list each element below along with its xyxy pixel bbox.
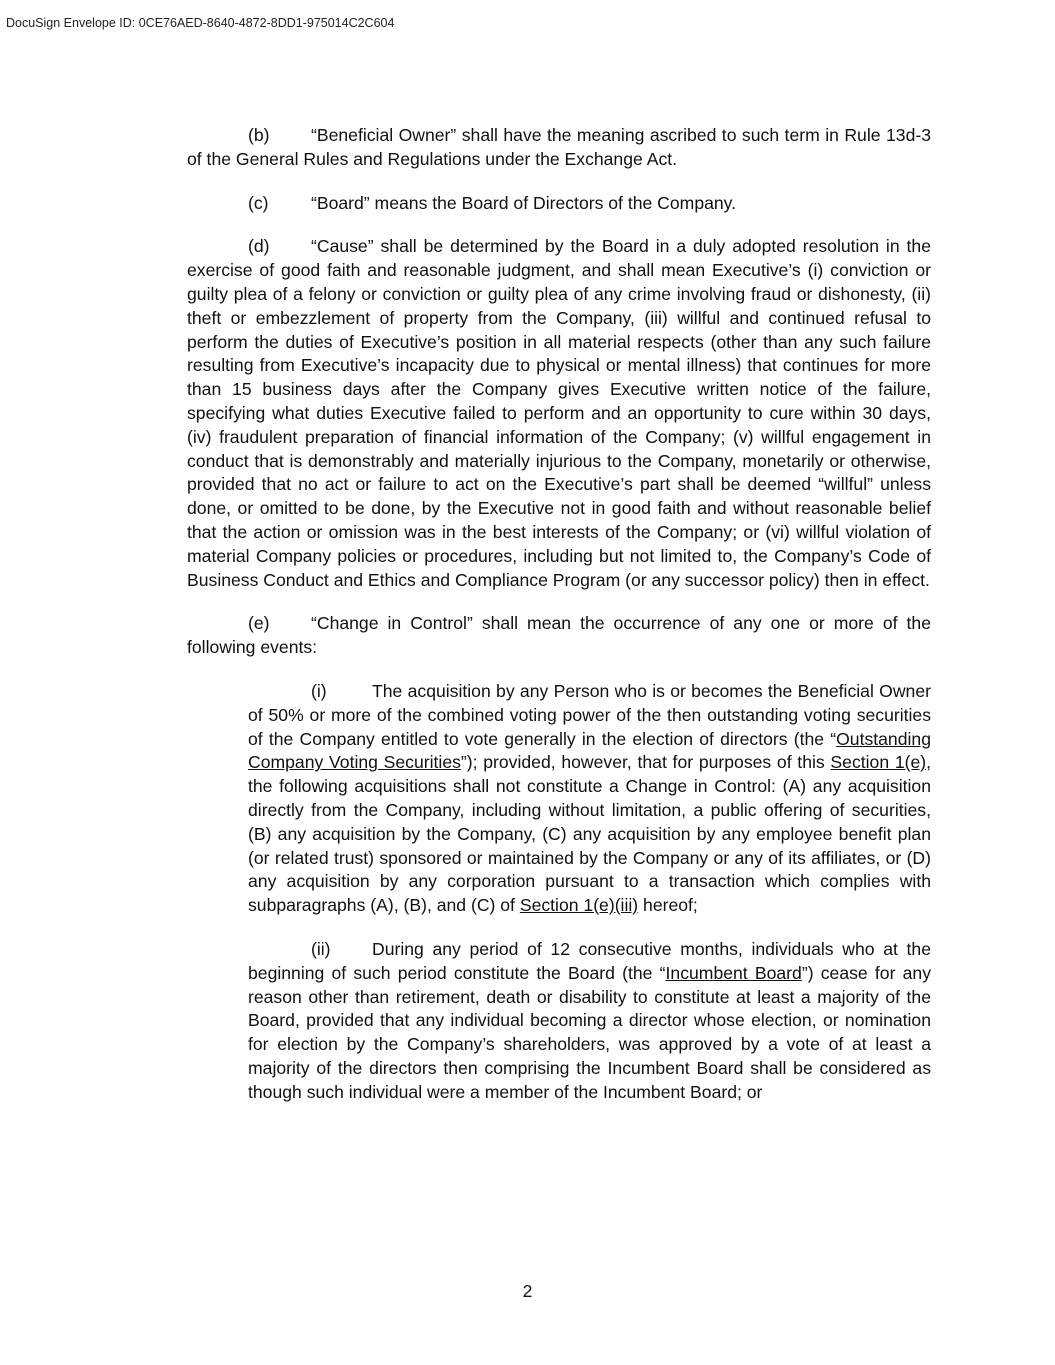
paragraph-d-text: shall be determined by the Board in a duly adopted resolution in the exercise of good faith and reasonable judgment, and shall mean Executive’s (i) conviction or guilty plea of a felony or conviction or guilty plea of any crime involving fraud or dishonesty, (ii) theft or embezzlement of property from the Company, (iii) willful and continued refusal to perform the duties of Executive’s position in all material respects (other than any such failure resulting from Executive’s incapacity due to physical or mental illness) that continues for more than 15 business days after the Company gives Executive written notice of the failure, specifying what duties Executive failed to perform and an opportunity to cure within 30 days, (iv) fraudulent preparation of financial information of the Company; (v) willful engagement in conduct that is demonstrably and materially injurious to the Company, monetarily or otherwise, provided that no act or failure to act on the Executive’s part shall be deemed “willful” unless done, or omitted to be done, by the Executive not in good faith and without reasonable belief that the action or omission was in the best interests of the Company; or (vi) willful violation of material Company policies or procedures, including but not limited to, the Company’s Code of Business Conduct and Ethics and Compliance Program (or any successor policy) then in effect. (187, 236, 931, 590)
paragraph-b-term: “Beneficial Owner” (311, 125, 457, 145)
paragraph-e-i-label: (i) (311, 680, 327, 701)
paragraph-d-label: (d) (248, 236, 270, 257)
paragraph-e-ii-text-2: ”) cease for any reason other than retirement, death or disability to constitute at least a majority of the Board, provided that any individual becoming a director whose election, or nomination for election by the Company’s shareholders, was approved by a vote of at least a majority of the directors then comprising the Incumbent Board shall be considered as though such individual were a member of the Incumbent Board; or (248, 962, 932, 1102)
paragraph-d-term: “Cause” (311, 236, 374, 257)
paragraph-e-term: “Change in Control” (311, 613, 473, 634)
paragraph-e (187, 612, 931, 660)
paragraph-e-i (248, 680, 931, 918)
paragraph-e-label: (e) (248, 613, 270, 634)
paragraph-c-term: “Board” (311, 192, 370, 213)
document-body (187, 124, 931, 1104)
section-1e-reference: Section 1(e) (830, 752, 927, 773)
incumbent-board-term: Incumbent Board (665, 962, 802, 983)
paragraph-e-ii-label: (ii) (311, 938, 331, 959)
paragraph-e-ii (248, 938, 931, 1105)
paragraph-e-i-text-1: The acquisition by any Person who is or becomes the Beneficial Owner of 50% or more of the combined voting power of the then outstanding voting securities of the Company entitled to vote generally in the election of directors (the “ (248, 680, 931, 749)
paragraph-d (187, 235, 931, 592)
paragraph-c-text: means the Board of Directors of the Company. (369, 192, 737, 213)
paragraph-e-i-text-4: hereof; (638, 895, 698, 916)
paragraph-e-ii-text-1: During any period of 12 consecutive months, individuals who at the beginning of such period constitute the Board (the “ (248, 938, 931, 983)
paragraph-b-label: (b) (248, 125, 270, 145)
paragraph-e-text: shall mean the occurrence of any one or more of the following events: (187, 613, 931, 658)
section-1eiii-reference: Section 1(e)(iii) (519, 895, 639, 916)
paragraph-b (187, 124, 931, 172)
docusign-envelope-id: DocuSign Envelope ID: 0CE76AED-8640-4872-8DD1-975014C2C604 (6, 16, 395, 30)
outstanding-company-voting-securities-term: Outstanding Company Voting Securities (248, 728, 931, 773)
paragraph-e-i-text-2: ”); provided, however, that for purposes of this (460, 752, 831, 773)
paragraph-b-text: shall have the meaning ascribed to such term in Rule 13d-3 of the General Rules and Regulations under the Exchange Act. (187, 125, 931, 169)
paragraph-c (187, 192, 931, 216)
paragraph-e-i-text-3: , the following acquisitions shall not constitute a Change in Control: (A) any acquisition directly from the Company, including without limitation, a public offering of securities, (B) any acquisition by the Company, (C) any acquisition by any employee benefit plan (or related trust) sponsored or maintained by the Company or any of its affiliates, or (D) any acquisition by any corporation pursuant to a transaction which complies with subparagraphs (A), (B), and (C) of (248, 752, 932, 916)
page-number: 2 (522, 1281, 533, 1301)
paragraph-c-label: (c) (248, 192, 269, 213)
